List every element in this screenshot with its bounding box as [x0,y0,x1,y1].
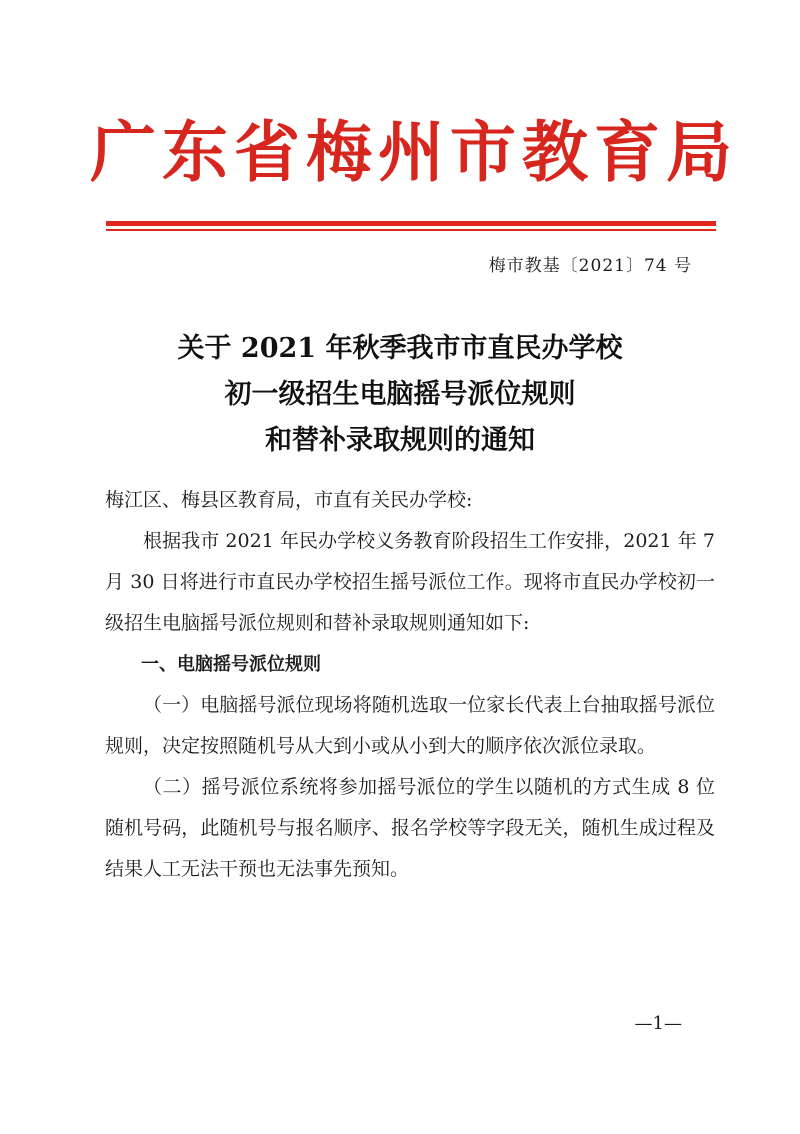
title-line-3: 和替补录取规则的通知 [265,425,535,456]
masthead-red-rule-thick [106,221,716,226]
document-number: 梅市教基〔2021〕74 号 [488,256,692,276]
title-line-1: 关于 2021 年秋季我市市直民办学校 [177,333,623,364]
intro-paragraph: 根据我市 2021 年民办学校义务教育阶段招生工作安排，2021 年 7 月 30 日将进行市直民办学校招生摇号派位工作。现将市直民办学校初一级招生电脑摇号派位规则和替补录取规则通知如下: [105,530,715,634]
section-heading-1: 一、电脑摇号派位规则 [141,654,321,675]
document-title [100,326,700,464]
title-line-2: 初一级招生电脑摇号派位规则 [224,379,576,410]
masthead-title: 广东省梅州市教育局 [90,113,738,191]
salutation: 梅江区、梅县区教育局，市直有关民办学校: [105,489,473,511]
masthead-red-rule-thin [106,229,716,231]
document-body [105,480,715,890]
rule-item-1: （一）电脑摇号派位现场将随机选取一位家长代表上台抽取摇号派位规则，决定按照随机号从大到小或从小到大的顺序依次派位录取。 [105,694,715,757]
rule-item-2: （二）摇号派位系统将参加摇号派位的学生以随机的方式生成 8 位随机号码，此随机号与报名顺序、报名学校等字段无关，随机生成过程及结果人工无法干预也无法事先预知。 [105,776,715,880]
page-number: —1— [634,1013,682,1034]
